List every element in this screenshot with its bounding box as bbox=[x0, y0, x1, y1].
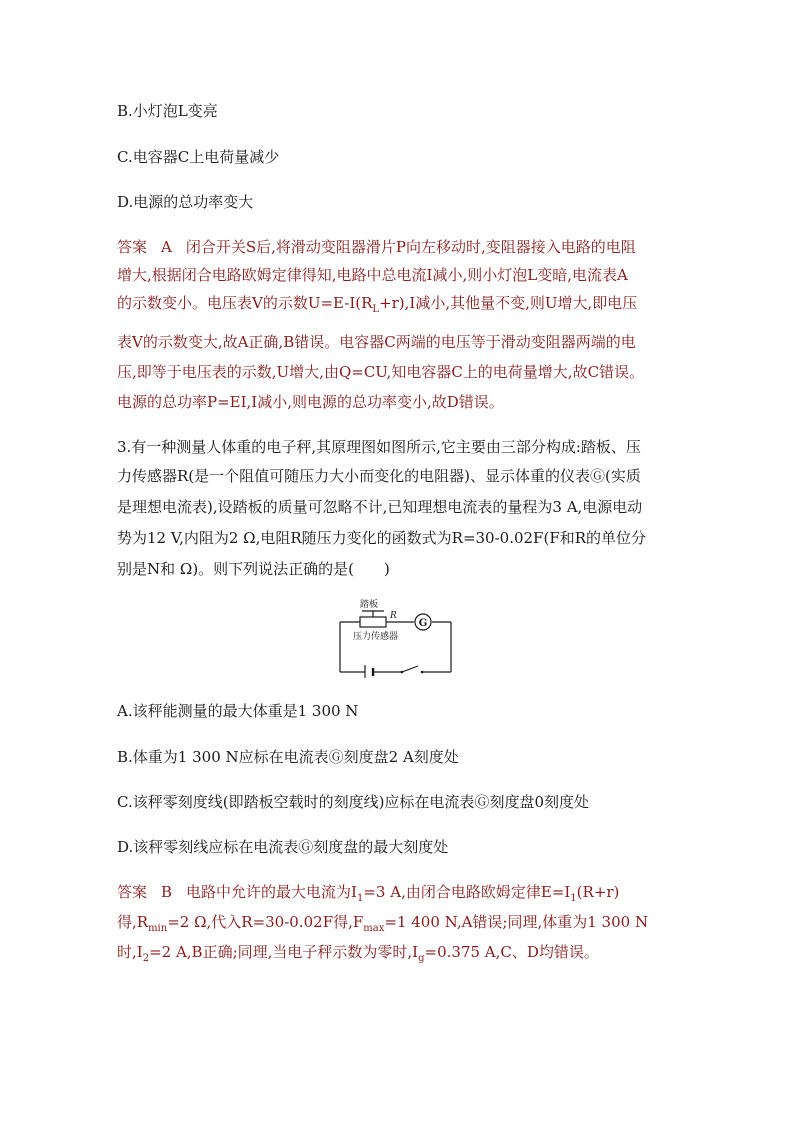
answer2-line2: 得$,R_{min}=2$ Ω,代入R=30-0.02F得$,F_{max}=1$ 400 N,A错误;同理,体重为1 300 N bbox=[117, 913, 649, 934]
question3-line3: 是理想电流表),设踏板的质量可忽略不计,已知理想电流表的量程为3 A,电源电动 bbox=[117, 498, 643, 516]
question3-line5: 别是N和 Ω)。则下列说法正确的是( ) bbox=[117, 560, 390, 578]
option-b: B.体重为1 300 N应标在电流表Ⓖ刻度盘2 A刻度处 bbox=[117, 748, 459, 766]
meter-label: G bbox=[418, 618, 428, 629]
question3-line2: 力传感器R(是一个阻值可随压力大小而变化的电阻器)、显示体重的仪表Ⓖ(实质 bbox=[117, 467, 641, 485]
answer2-line1: 答案 B 电路中允许的最大电流为$I_1=3$ A,由闭合电路欧姆定律$E=I_1(R+r)$ bbox=[117, 883, 620, 904]
answer1-line2: 增大,根据闭合电路欧姆定律得知,电路中总电流I减小,则小灯泡L变暗,电流表A bbox=[117, 266, 628, 284]
answer1-line5: 压,即等于电压表的示数,U增大,由Q=CU,知电容器C上的电荷量增大,故C错误。 bbox=[117, 363, 645, 381]
answer-label: 答案 bbox=[117, 883, 148, 901]
circuit-diagram bbox=[338, 596, 454, 678]
meter-g-icon: Ⓖ bbox=[474, 793, 490, 811]
answer1-line3: 的示数变小。电压表V的示数$U=E-I(R_L+r),I$减小,其他量不变,则U增大,即电压 bbox=[117, 294, 638, 315]
question3-line4: 势为12 V,内阻为2 Ω,电阻R随压力变化的函数式为R=30-0.02F(F和R的单位分 bbox=[117, 529, 647, 547]
answer1-line6: 电源的总功率P=EI,I减小,则电源的总功率变小,故D错误。 bbox=[117, 393, 504, 411]
answer-choice: A bbox=[161, 238, 172, 256]
switch-icon bbox=[401, 671, 404, 674]
sensor-label: 压力传感器 bbox=[353, 632, 399, 642]
meter-g-icon: Ⓖ bbox=[298, 838, 314, 856]
option-d-prev: D.电源的总功率变大 bbox=[117, 193, 254, 211]
option-a: A.该秤能测量的最大体重是1 300 N bbox=[117, 702, 359, 720]
answer-choice: B bbox=[161, 883, 173, 901]
answer1-line1: 答案 A 闭合开关S后,将滑动变阻器滑片P向左移动时,变阻器接入电路的电阻 bbox=[117, 238, 636, 256]
option-c-prev: C.电容器C上电荷量减少 bbox=[117, 148, 280, 166]
meter-g-icon: Ⓖ bbox=[328, 748, 344, 766]
answer-label: 答案 bbox=[117, 238, 148, 256]
pedal-label: 踏板 bbox=[360, 600, 379, 610]
answer1-line4: 表V的示数变大,故A正确,B错误。电容器C两端的电压等于滑动变阻器两端的电 bbox=[117, 333, 636, 351]
option-d: D.该秤零刻线应标在电流表Ⓖ刻度盘的最大刻度处 bbox=[117, 838, 449, 856]
meter-g-icon: Ⓖ bbox=[590, 467, 606, 485]
sensor-resistor bbox=[360, 617, 386, 627]
question3-line1: 3.有一种测量人体重的电子秤,其原理图如图所示,它主要由三部分构成:踏板、压 bbox=[117, 438, 641, 456]
answer2-line3: 时$,I_2=2$ A,B正确;同理,当电子秤示数为零时$,I_g=0.375$ A,C、D均错误。 bbox=[117, 943, 599, 964]
option-b-prev: B.小灯泡L变亮 bbox=[117, 102, 218, 120]
resistor-label: R bbox=[390, 611, 397, 621]
option-c: C.该秤零刻度线(即踏板空载时的刻度线)应标在电流表Ⓖ刻度盘0刻度处 bbox=[117, 793, 589, 811]
